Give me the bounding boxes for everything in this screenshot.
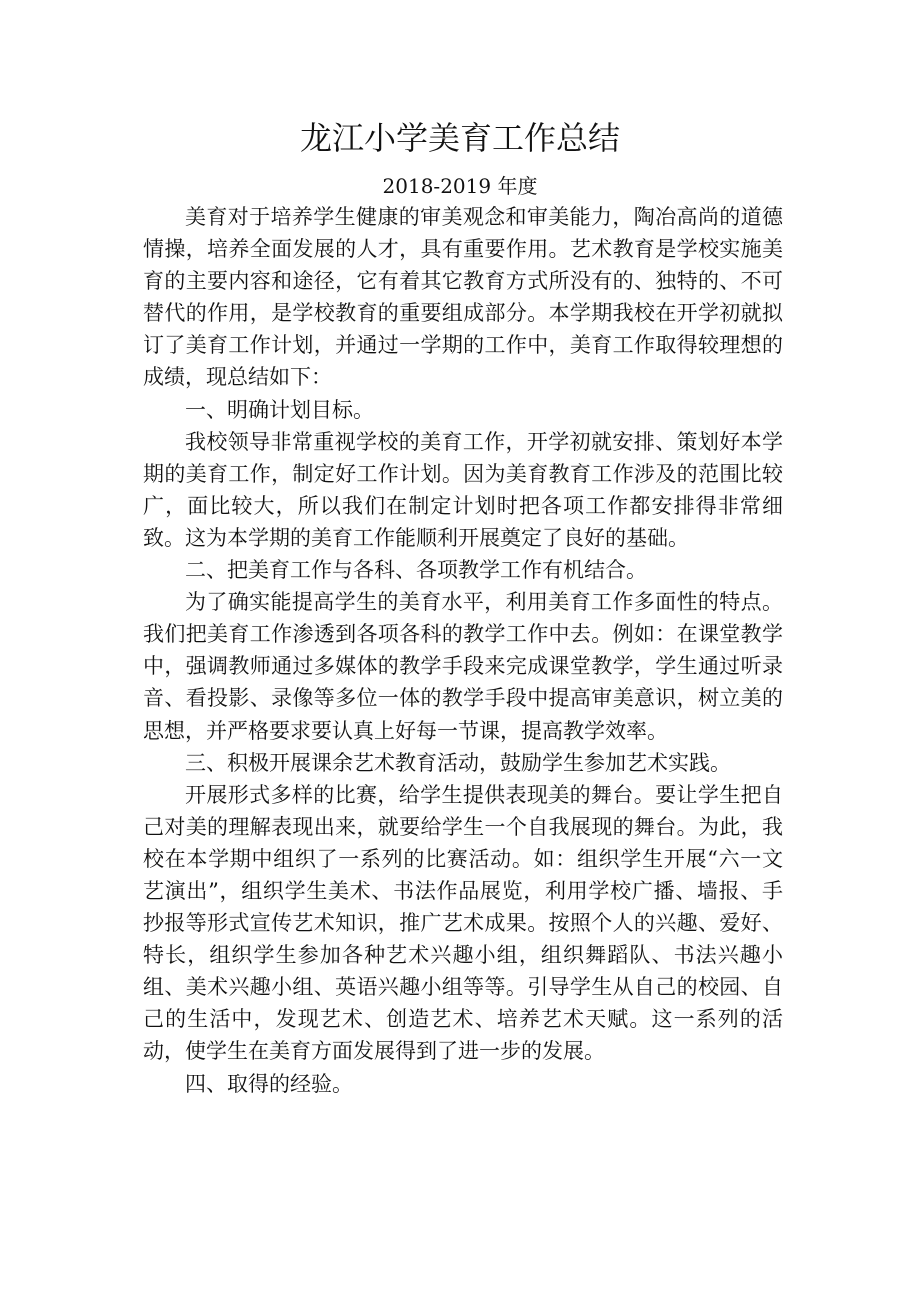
paragraph-section-2: 为了确实能提高学生的美育水平，利用美育工作多面性的特点。我们把美育工作渗透到各项各科的教学工作中去。例如：在课堂教学中，强调教师通过多媒体的教学手段来完成课堂教学，学生通过听录音、看投影、录像等多位一体的教学手段中提高审美意识，树立美的思想，并严格要求要认真上好每一节课，提高教学效率。 [143,590,783,743]
document-body [143,201,783,1100]
paragraph-section-1: 我校领导非常重视学校的美育工作，开学初就安排、策划好本学期的美育工作，制定好工作计划。因为美育教育工作涉及的范围比较广，面比较大，所以我们在制定计划时把各项工作都安排得非常细致。这为本学期的美育工作能顺利开展奠定了良好的基础。 [143,429,783,550]
section-heading-1: 一、明确计划目标。 [185,397,374,422]
section-heading-2: 二、把美育工作与各科、各项教学工作有机结合。 [185,558,647,583]
document-title: 龙江小学美育工作总结 [299,119,620,157]
section-heading-3: 三、积极开展课余艺术教育活动，鼓励学生参加艺术实践。 [185,750,731,775]
document-year: 2018-2019 年度 [382,174,538,198]
section-heading-4: 四、取得的经验。 [185,1071,353,1096]
paragraph-section-3: 开展形式多样的比赛，给学生提供表现美的舞台。要让学生把自己对美的理解表现出来，就要给学生一个自我展现的舞台。为此，我校在本学期中组织了一系列的比赛活动。如：组织学生开展“六一文艺演出”，组织学生美术、书法作品展览，利用学校广播、墙报、手抄报等形式宣传艺术知识，推广艺术成果。按照个人的兴趣、爱好、特长，组织学生参加各种艺术兴趣小组，组织舞蹈队、书法兴趣小组、美术兴趣小组、英语兴趣小组等等。引导学生从自己的校园、自己的生活中，发现艺术、创造艺术、培养艺术天赋。这一系列的活动，使学生在美育方面发展得到了进一步的发展。 [143,782,783,1064]
paragraph-intro: 美育对于培养学生健康的审美观念和审美能力，陶冶高尚的道德情操，培养全面发展的人才，具有重要作用。艺术教育是学校实施美育的主要内容和途径，它有着其它教育方式所没有的、独特的、不可替代的作用，是学校教育的重要组成部分。本学期我校在开学初就拟订了美育工作计划，并通过一学期的工作中，美育工作取得较理想的成绩，现总结如下： [143,205,783,390]
